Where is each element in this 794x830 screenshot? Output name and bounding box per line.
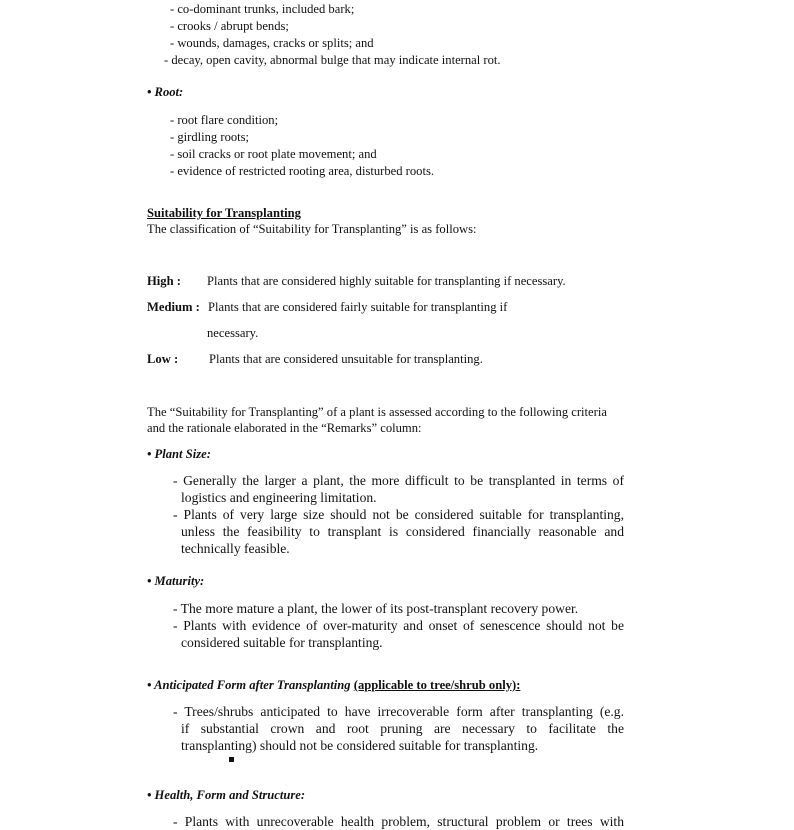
anticipated-form-line-2: if substantial crown and root pruning are necessary to facilitate the [181, 721, 624, 736]
root-item-4: - evidence of restricted rooting area, disturbed roots. [170, 164, 435, 178]
anticipated-form-line-3: transplanting) should not be considered suitable for transplanting. [181, 738, 539, 753]
class-medium-text: Plants that are considered fairly suitable for transplanting if [208, 300, 508, 314]
maturity-line-2: - Plants with evidence of over-maturity and onset of senescence should not be [173, 618, 624, 633]
stem-item-1: - co-dominant trunks, included bark; [170, 2, 355, 16]
stem-item-4: - decay, open cavity, abnormal bulge that may indicate internal rot. [164, 53, 501, 67]
criteria-line-2: and the rationale elaborated in the “Remarks” column: [147, 421, 422, 435]
suitability-intro: The classification of “Suitability for Transplanting” is as follows: [147, 222, 477, 236]
criteria-line-1: The “Suitability for Transplanting” of a plant is assessed according to the following criteria [147, 405, 607, 419]
class-medium-text-cont: necessary. [207, 326, 259, 340]
plant-size-line-1: - Generally the larger a plant, the more difficult to be transplanted in terms of [173, 473, 624, 488]
plant-size-line-4: unless the feasibility to transplant is considered financially reasonable and [181, 524, 624, 539]
health-heading: • Health, Form and Structure: [147, 788, 306, 802]
root-heading: • Root: [147, 85, 184, 99]
plant-size-line-3: - Plants of very large size should not be considered suitable for transplanting, [173, 507, 624, 522]
maturity-heading: • Maturity: [147, 574, 205, 588]
anticipated-form-note: (applicable to tree/shrub only): [353, 678, 521, 692]
anticipated-form-heading-row [147, 677, 520, 693]
anticipated-form-heading: • Anticipated Form after Transplanting [147, 678, 351, 692]
plant-size-line-5: technically feasible. [181, 541, 290, 556]
root-item-1: - root flare condition; [170, 113, 279, 127]
stem-item-3: - wounds, damages, cracks or splits; and [170, 36, 374, 50]
class-medium-label: Medium : [147, 300, 200, 314]
plant-size-heading: • Plant Size: [147, 447, 211, 461]
maturity-line-1: - The more mature a plant, the lower of its post-transplant recovery power. [173, 601, 579, 616]
class-high-text: Plants that are considered highly suitable for transplanting if necessary. [207, 274, 566, 288]
class-high-label: High : [147, 274, 181, 288]
root-item-2: - girdling roots; [170, 130, 250, 144]
anticipated-form-line-1: - Trees/shrubs anticipated to have irrecoverable form after transplanting (e.g. [173, 704, 624, 719]
maturity-line-3: considered suitable for transplanting. [181, 635, 383, 650]
class-low-text: Plants that are considered unsuitable for transplanting. [209, 352, 483, 366]
health-line-1: - Plants with unrecoverable health problem, structural problem or trees with [173, 814, 624, 829]
suitability-heading: Suitability for Transplanting [147, 206, 301, 220]
class-low-label: Low : [147, 352, 179, 366]
stem-item-2: - crooks / abrupt bends; [170, 19, 289, 33]
plant-size-line-2: logistics and engineering limitation. [181, 490, 377, 505]
root-item-3: - soil cracks or root plate movement; and [170, 147, 377, 161]
stray-square-mark [229, 757, 234, 762]
